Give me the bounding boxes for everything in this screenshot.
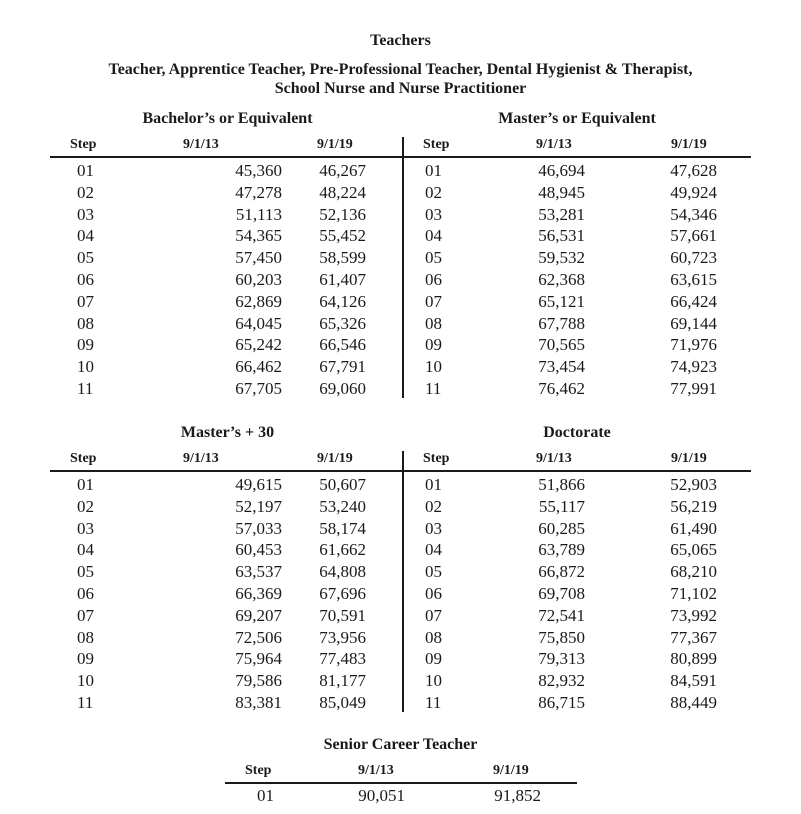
salary-2013-cell: 57,033: [235, 518, 282, 538]
step-cell: 07: [77, 605, 94, 625]
column-header-date-2019: 9/1/19: [317, 451, 353, 466]
salary-2019-cell: 81,177: [319, 671, 366, 691]
salary-2013-cell: 86,715: [538, 693, 585, 712]
column-header-date-2019: 9/1/19: [317, 137, 353, 152]
salary-2019-cell: 60,723: [670, 248, 717, 268]
salary-2019-cell: 64,808: [319, 562, 366, 582]
table-row: [50, 627, 366, 649]
salary-2019-cell: 80,899: [670, 649, 717, 669]
table-row: [50, 583, 366, 605]
header-rule: [50, 156, 751, 158]
step-cell: 01: [77, 475, 94, 494]
step-cell: 02: [425, 496, 442, 516]
salary-2013-cell: 72,506: [235, 627, 282, 647]
salary-2013-cell: 75,964: [235, 649, 282, 669]
salary-2019-cell: 71,102: [670, 584, 717, 603]
salary-2013-cell: 60,453: [235, 540, 282, 560]
salary-2013-cell: 51,866: [538, 475, 585, 494]
table-row: [405, 518, 717, 540]
step-cell: 02: [77, 496, 94, 516]
panel-title-doctorate: Doctorate: [543, 424, 611, 441]
panel-title-senior-career-teacher: Senior Career Teacher: [323, 736, 478, 753]
step-cell: 03: [425, 204, 442, 224]
table-row: [405, 627, 717, 649]
step-cell: 07: [425, 291, 442, 311]
salary-2013-cell: 62,869: [235, 291, 282, 311]
salary-2019-cell: 88,449: [670, 693, 717, 712]
step-cell: 11: [77, 693, 94, 712]
salary-2019-cell: 73,992: [670, 605, 717, 625]
table-row: [50, 182, 366, 204]
table-row: [50, 474, 366, 496]
salary-2019-cell: 91,852: [494, 786, 541, 805]
table-row: [405, 225, 717, 247]
step-cell: 09: [425, 649, 442, 669]
table-row: [50, 670, 366, 692]
column-header-date-2019: 9/1/19: [671, 451, 707, 466]
salary-2013-cell: 65,242: [235, 335, 282, 355]
table-row: [50, 648, 366, 670]
step-cell: 06: [425, 270, 442, 289]
salary-2013-cell: 67,788: [538, 313, 585, 333]
header-rule: [50, 470, 751, 472]
salary-2013-cell: 46,694: [538, 161, 585, 180]
salary-2019-cell: 49,924: [670, 182, 717, 202]
step-cell: 02: [77, 182, 94, 202]
column-header-step: Step: [423, 451, 450, 466]
table-row: [405, 313, 717, 335]
table-row: [405, 291, 717, 313]
step-cell: 10: [425, 671, 442, 691]
salary-2013-cell: 75,850: [538, 627, 585, 647]
salary-2013-cell: 51,113: [235, 204, 282, 224]
salary-2019-cell: 71,976: [670, 335, 717, 355]
salary-2013-cell: 52,197: [235, 496, 282, 516]
salary-2013-cell: 67,705: [235, 379, 282, 398]
table-row: [405, 378, 717, 400]
salary-2019-cell: 61,662: [319, 540, 366, 560]
step-cell: 09: [77, 649, 94, 669]
step-cell: 08: [77, 313, 94, 333]
salary-2013-cell: 60,285: [538, 518, 585, 538]
step-cell: 04: [77, 540, 94, 560]
salary-2019-cell: 58,174: [319, 518, 366, 538]
table-row: [50, 334, 366, 356]
salary-2013-cell: 60,203: [235, 270, 282, 289]
salary-2019-cell: 47,628: [670, 161, 717, 180]
salary-2013-cell: 66,872: [538, 562, 585, 582]
table-row: [405, 496, 717, 518]
step-cell: 08: [77, 627, 94, 647]
table-row: [50, 518, 366, 540]
step-cell: 09: [425, 335, 442, 355]
table-row: [50, 291, 366, 313]
step-cell: 03: [425, 518, 442, 538]
salary-2019-cell: 52,136: [319, 204, 366, 224]
salary-2019-cell: 66,424: [670, 291, 717, 311]
table-row: [405, 583, 717, 605]
table-row: [405, 539, 717, 561]
salary-2019-cell: 63,615: [670, 270, 717, 289]
salary-2019-cell: 67,791: [319, 357, 366, 377]
table-row: [50, 160, 366, 182]
step-cell: 01: [257, 786, 274, 805]
table-row: [405, 474, 717, 496]
salary-2019-cell: 55,452: [319, 226, 366, 246]
table-row: [50, 605, 366, 627]
table-row: [405, 356, 717, 378]
salary-2019-cell: 73,956: [319, 627, 366, 647]
salary-2019-cell: 56,219: [670, 496, 717, 516]
column-header-date-2019: 9/1/19: [671, 137, 707, 152]
column-header-step: Step: [70, 137, 97, 152]
header-rule: [225, 782, 577, 784]
salary-2013-cell: 48,945: [538, 182, 585, 202]
step-cell: 03: [77, 204, 94, 224]
panel-title-bachelors: Bachelor’s or Equivalent: [142, 110, 313, 127]
salary-2013-cell: 64,045: [235, 313, 282, 333]
table-row: [405, 160, 717, 182]
salary-2019-cell: 69,144: [670, 313, 717, 333]
salary-2013-cell: 82,932: [538, 671, 585, 691]
salary-2013-cell: 53,281: [538, 204, 585, 224]
table-divider: [402, 451, 404, 712]
step-cell: 06: [77, 584, 94, 603]
table-row: [405, 561, 717, 583]
salary-2019-cell: 65,065: [670, 540, 717, 560]
panel-title-masters-plus-30: Master’s + 30: [180, 424, 275, 441]
table-row: [405, 334, 717, 356]
salary-2013-cell: 70,565: [538, 335, 585, 355]
document-subtitle-line-1: Teacher, Apprentice Teacher, Pre-Professional Teacher, Dental Hygienist & Therapist,: [108, 61, 693, 78]
table-divider: [402, 137, 404, 398]
salary-2013-cell: 63,789: [538, 540, 585, 560]
salary-2013-cell: 76,462: [538, 379, 585, 398]
step-cell: 11: [425, 379, 442, 398]
salary-2019-cell: 74,923: [670, 357, 717, 377]
step-cell: 05: [77, 562, 94, 582]
salary-2019-cell: 52,903: [670, 475, 717, 494]
column-header-date-2013: 9/1/13: [536, 451, 572, 466]
table-row: [405, 182, 717, 204]
table-row: [50, 313, 366, 335]
table-row: [50, 204, 366, 226]
table-row: [405, 204, 717, 226]
table-row: [50, 269, 366, 291]
step-cell: 05: [425, 562, 442, 582]
salary-2013-cell: 49,615: [235, 475, 282, 494]
salary-2019-cell: 65,326: [319, 313, 366, 333]
salary-2013-cell: 54,365: [235, 226, 282, 246]
step-cell: 08: [425, 313, 442, 333]
step-cell: 11: [77, 379, 94, 398]
step-cell: 06: [77, 270, 94, 289]
step-cell: 04: [425, 226, 442, 246]
salary-2013-cell: 66,369: [235, 584, 282, 603]
salary-2019-cell: 58,599: [319, 248, 366, 268]
salary-2019-cell: 46,267: [319, 161, 366, 180]
step-cell: 08: [425, 627, 442, 647]
salary-2013-cell: 57,450: [235, 248, 282, 268]
salary-2013-cell: 65,121: [538, 291, 585, 311]
step-cell: 01: [77, 161, 94, 180]
table-row: [50, 496, 366, 518]
salary-2019-cell: 67,696: [319, 584, 366, 603]
salary-2013-cell: 66,462: [235, 357, 282, 377]
table-row: [405, 692, 717, 714]
table-row: [50, 539, 366, 561]
table-row: [405, 605, 717, 627]
table-row: [50, 356, 366, 378]
salary-2019-cell: 66,546: [319, 335, 366, 355]
step-cell: 10: [77, 671, 94, 691]
salary-2013-cell: 72,541: [538, 605, 585, 625]
step-cell: 02: [425, 182, 442, 202]
step-cell: 07: [77, 291, 94, 311]
salary-2019-cell: 50,607: [319, 475, 366, 494]
table-row: [405, 648, 717, 670]
salary-2013-cell: 55,117: [538, 496, 585, 516]
column-header-date-2013: 9/1/13: [183, 137, 219, 152]
table-row: [50, 247, 366, 269]
step-cell: 01: [425, 161, 442, 180]
salary-2013-cell: 90,051: [358, 786, 405, 805]
step-cell: 05: [77, 248, 94, 268]
table-row: [50, 561, 366, 583]
step-cell: 01: [425, 475, 442, 494]
salary-2019-cell: 69,060: [319, 379, 366, 398]
salary-2013-cell: 79,586: [235, 671, 282, 691]
step-cell: 10: [425, 357, 442, 377]
salary-2013-cell: 56,531: [538, 226, 585, 246]
table-row: [405, 670, 717, 692]
salary-2019-cell: 70,591: [319, 605, 366, 625]
step-cell: 10: [77, 357, 94, 377]
salary-2013-cell: 45,360: [235, 161, 282, 180]
salary-2013-cell: 69,708: [538, 584, 585, 603]
column-header-date-2019: 9/1/19: [493, 763, 529, 778]
step-cell: 07: [425, 605, 442, 625]
column-header-step: Step: [423, 137, 450, 152]
step-cell: 04: [77, 226, 94, 246]
table-row: [50, 378, 366, 400]
salary-2019-cell: 77,991: [670, 379, 717, 398]
salary-2013-cell: 62,368: [538, 270, 585, 289]
salary-2013-cell: 79,313: [538, 649, 585, 669]
step-cell: 09: [77, 335, 94, 355]
column-header-step: Step: [70, 451, 97, 466]
column-header-date-2013: 9/1/13: [183, 451, 219, 466]
salary-2019-cell: 77,483: [319, 649, 366, 669]
salary-2019-cell: 61,407: [319, 270, 366, 289]
salary-2019-cell: 68,210: [670, 562, 717, 582]
salary-2019-cell: 84,591: [670, 671, 717, 691]
salary-2013-cell: 83,381: [235, 693, 282, 712]
salary-2019-cell: 53,240: [319, 496, 366, 516]
salary-2013-cell: 47,278: [235, 182, 282, 202]
step-cell: 06: [425, 584, 442, 603]
table-row: [225, 785, 541, 807]
column-header-date-2013: 9/1/13: [358, 763, 394, 778]
salary-2013-cell: 63,537: [235, 562, 282, 582]
salary-2019-cell: 64,126: [319, 291, 366, 311]
table-row: [50, 225, 366, 247]
panel-title-masters: Master’s or Equivalent: [498, 110, 656, 127]
document-subtitle-line-2: School Nurse and Nurse Practitioner: [274, 80, 527, 97]
salary-2019-cell: 48,224: [319, 182, 366, 202]
column-header-step: Step: [245, 763, 272, 778]
salary-2019-cell: 61,490: [670, 518, 717, 538]
salary-2013-cell: 59,532: [538, 248, 585, 268]
table-row: [405, 247, 717, 269]
salary-2013-cell: 69,207: [235, 605, 282, 625]
step-cell: 03: [77, 518, 94, 538]
salary-2019-cell: 57,661: [670, 226, 717, 246]
salary-2013-cell: 73,454: [538, 357, 585, 377]
step-cell: 05: [425, 248, 442, 268]
salary-2019-cell: 54,346: [670, 204, 717, 224]
salary-2019-cell: 85,049: [319, 693, 366, 712]
step-cell: 11: [425, 693, 442, 712]
column-header-date-2013: 9/1/13: [536, 137, 572, 152]
salary-2019-cell: 77,367: [670, 627, 717, 647]
table-row: [405, 269, 717, 291]
step-cell: 04: [425, 540, 442, 560]
document-title: Teachers: [370, 32, 431, 49]
table-row: [50, 692, 366, 714]
